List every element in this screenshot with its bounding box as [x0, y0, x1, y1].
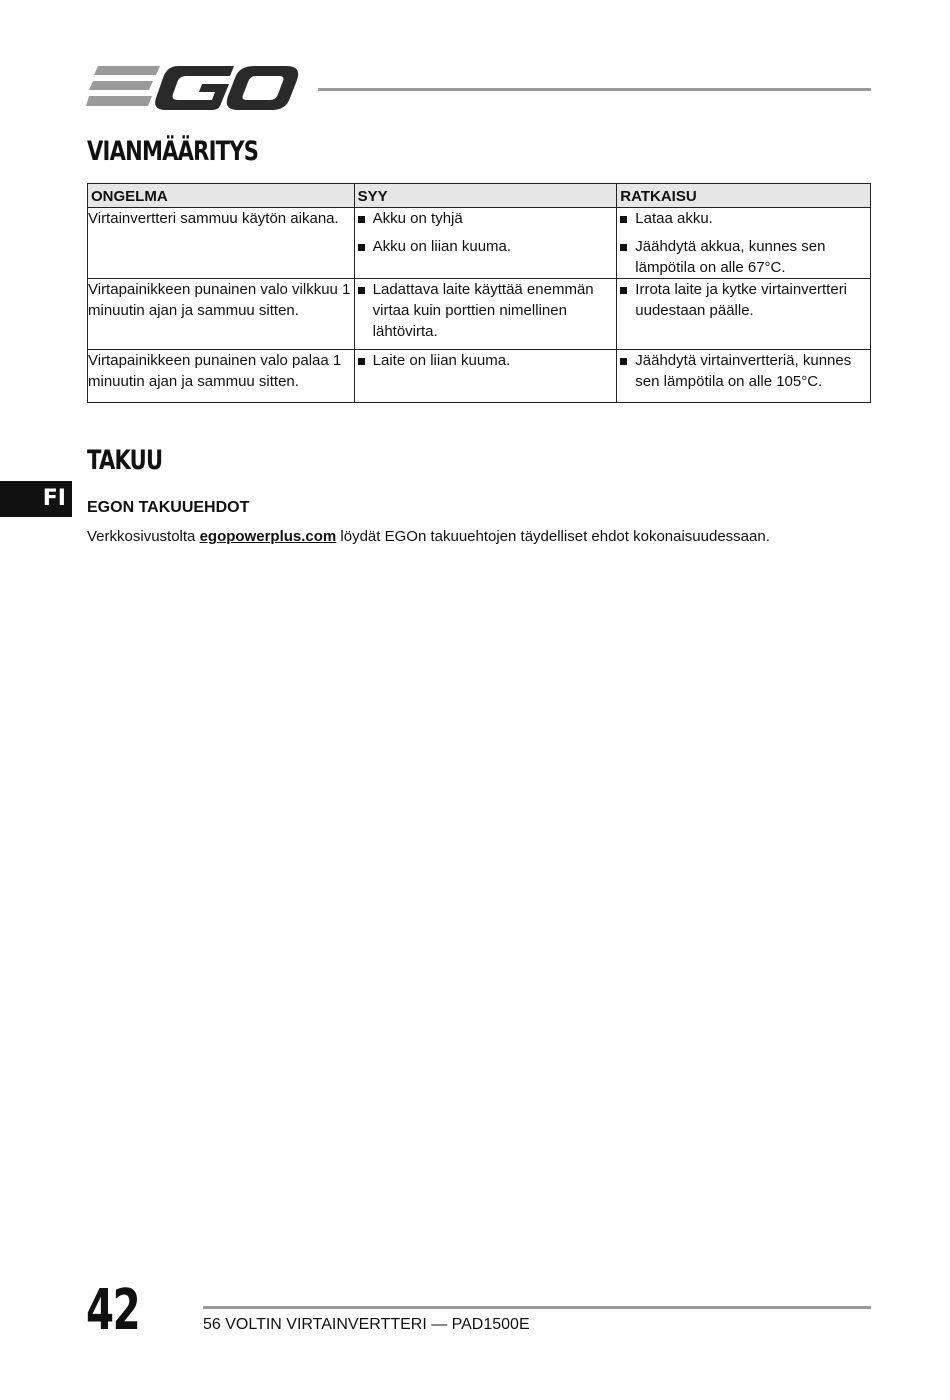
solution-cell — [617, 279, 871, 350]
cause-cell — [354, 350, 617, 403]
cause-cell — [354, 279, 617, 350]
warranty-text-after: löydät EGOn takuuehtojen täydelliset ehdot kokonaisuudessaan. — [336, 528, 770, 545]
header-cause: SYY — [354, 184, 617, 208]
table-row — [88, 350, 871, 403]
solution-cell — [617, 208, 871, 279]
warranty-link[interactable]: egopowerplus.com — [199, 528, 337, 545]
table-header-row — [88, 184, 871, 208]
cause-item: Akku on tyhjä — [355, 208, 617, 229]
troubleshooting-table — [87, 183, 871, 403]
ego-logo — [86, 62, 300, 114]
table-row — [88, 208, 871, 279]
cause-item: Akku on liian kuuma. — [355, 236, 617, 257]
warranty-text — [87, 528, 770, 545]
problem-cell: Virtapainikkeen punainen valo vilkkuu 1 minuutin ajan ja sammuu sitten. — [88, 279, 355, 350]
cause-item: Laite on liian kuuma. — [355, 350, 617, 371]
troubleshooting-title: VIANMÄÄRITYS — [87, 136, 259, 167]
solution-item: Jäähdytä virtainvertteriä, kunnes sen lämpötila on alle 105°C. — [617, 350, 870, 392]
warranty-subtitle: EGON TAKUUEHDOT — [87, 499, 250, 516]
table-row — [88, 279, 871, 350]
header-rule — [318, 88, 871, 91]
solution-item: Jäähdytä akkua, kunnes sen lämpötila on alle 67°C. — [617, 236, 870, 278]
solution-item: Irrota laite ja kytke virtainvertteri uudestaan päälle. — [617, 279, 870, 321]
warranty-title: TAKUU — [87, 445, 163, 476]
solution-cell — [617, 350, 871, 403]
problem-cell: Virtapainikkeen punainen valo palaa 1 minuutin ajan ja sammuu sitten. — [88, 350, 355, 403]
cause-item: Ladattava laite käyttää enemmän virtaa kuin porttien nimellinen lähtövirta. — [355, 279, 617, 342]
solution-item: Lataa akku. — [617, 208, 870, 229]
footer-rule — [203, 1306, 871, 1309]
language-tab: FI — [0, 481, 72, 517]
cause-cell — [354, 208, 617, 279]
page-number: 42 — [86, 1278, 140, 1343]
footer-product-title: 56 VOLTIN VIRTAINVERTTERI — PAD1500E — [203, 1316, 530, 1333]
warranty-text-before: Verkkosivustolta — [87, 528, 200, 545]
header-solution: RATKAISU — [617, 184, 871, 208]
header-problem: ONGELMA — [88, 184, 355, 208]
problem-cell: Virtainvertteri sammuu käytön aikana. — [88, 208, 355, 279]
